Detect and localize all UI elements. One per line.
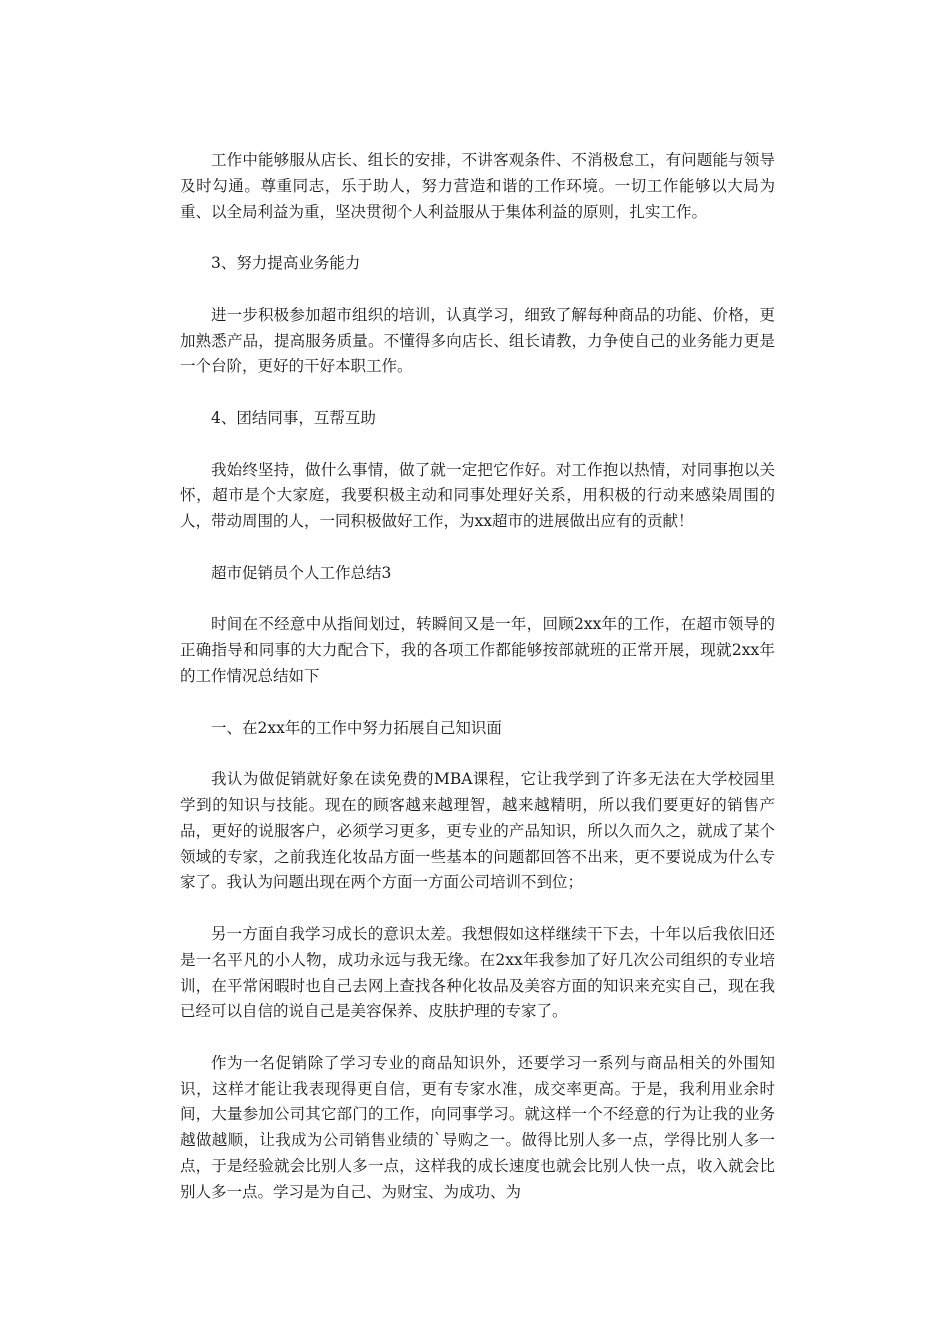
paragraph: 另一方面自我学习成长的意识太差。我想假如这样继续干下去，十年以后我依旧还是一名平凡的小人物，成功永远与我无缘。在2xx年我参加了好几次公司组织的专业培训，在平常闲暇时也自己去网上查找各种化妆品及美容方面的知识来充实自己，现在我已经可以自信的说自己是美容保养、皮肤护理的专家了。 <box>180 924 775 1021</box>
paragraph: 我始终坚持，做什么事情，做了就一定把它作好。对工作抱以热情，对同事抱以关怀，超市是个大家庭，我要积极主动和同事处理好关系，用积极的行动来感染周围的人，带动周围的人，一同积极做好工作，为xx超市的进展做出应有的贡献！ <box>180 460 775 531</box>
document-subtitle: 超市促销员个人工作总结3 <box>211 563 392 582</box>
paragraph: 我认为做促销就好象在读免费的MBA课程，它让我学到了许多无法在大学校园里学到的知识与技能。现在的顾客越来越理智，越来越精明，所以我们要更好的销售产品，更好的说服客户，必须学习更多，更专业的产品知识，所以久而久之，就成了某个领域的专家，之前我连化妆品方面一些基本的问题都回答不出来，更不要说成为什么专家了。我认为问题出现在两个方面一方面公司培训不到位； <box>180 770 775 892</box>
paragraph: 工作中能够服从店长、组长的安排，不讲客观条件、不消极怠工，有问题能与领导及时勾通。尊重同志，乐于助人，努力营造和谐的工作环境。一切工作能够以大局为重、以全局利益为重，坚决贯彻个人利益服从于集体利益的原则，扎实工作。 <box>180 151 775 221</box>
document-body <box>180 148 775 1231</box>
paragraph: 时间在不经意中从指间划过，转瞬间又是一年，回顾2xx年的工作，在超市领导的正确指导和同事的大力配合下，我的各项工作都能够按部就班的正常开展，现就2xx年的工作情况总结如下 <box>180 615 775 685</box>
section-heading: 一、在2xx年的工作中努力拓展自己知识面 <box>211 718 502 737</box>
section-heading: 3、努力提高业务能力 <box>211 254 361 273</box>
section-heading: 4、团结同事，互帮互助 <box>211 408 376 427</box>
paragraph: 进一步积极参加超市组织的培训，认真学习，细致了解每种商品的功能、价格，更加熟悉产品，提高服务质量。不懂得多向店长、组长请教，力争使自己的业务能力更是一个台阶，更好的干好本职工作。 <box>180 305 775 376</box>
paragraph: 作为一名促销除了学习专业的商品知识外，还要学习一系列与商品相关的外围知识，这样才能让我表现得更自信，更有专家水准，成交率更高。于是，我利用业余时间，大量参加公司其它部门的工作，向同事学习。就这样一个不经意的行为让我的业务越做越顺，让我成为公司销售业绩的`导购之一。做得比别人多一点，学得比别人多一点，于是经验就会比别人多一点，这样我的成长速度也就会比别人快一点，收入就会比别人多一点。学习是为自己、为财宝、为成功、为 <box>180 1053 775 1201</box>
